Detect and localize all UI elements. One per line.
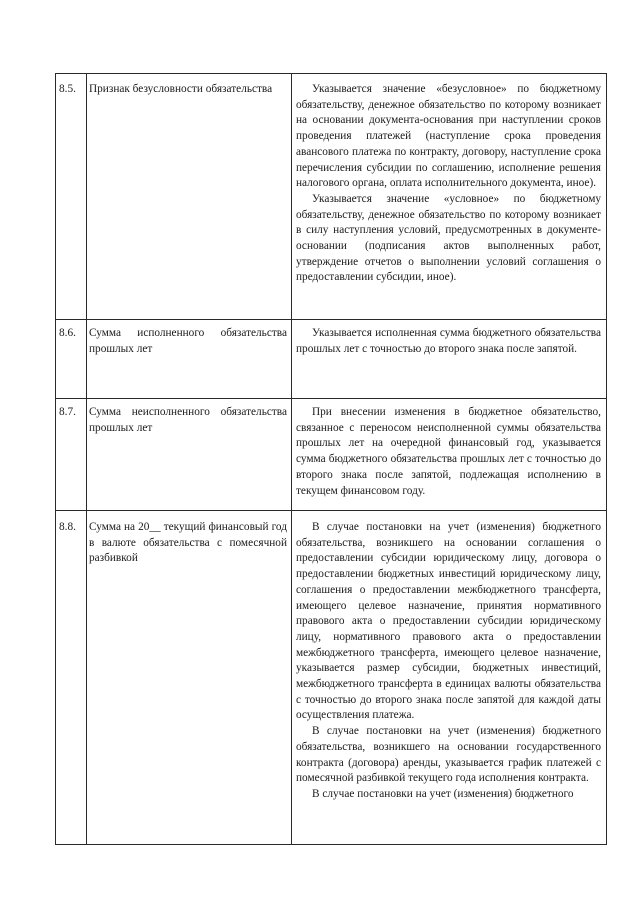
row-description bbox=[296, 326, 601, 357]
row-name: Сумма на 20__ текущий финансовый год в валюте обязательства с помесячной разбивкой bbox=[89, 521, 287, 565]
row-number: 8.5. bbox=[59, 83, 76, 95]
row-divider bbox=[56, 510, 606, 511]
description-paragraph: В случае постановки на учет (изменения) бюджетного bbox=[312, 787, 574, 800]
row-number: 8.6. bbox=[59, 327, 76, 339]
description-paragraph: Указывается значение «безусловное» по бюджетному обязательству, денежное обязательство по которому возникает на основании документа-основания при наступлении сроков проведения платежей (наступление срока проведения авансового платежа по контракту, договору, наступление срока перечисления субсидии по соглашению, исполнение решения налогового органа, оплата исполнительного документа, иное). bbox=[296, 83, 601, 190]
row-description bbox=[296, 82, 601, 286]
row-divider bbox=[56, 398, 606, 399]
row-divider bbox=[56, 319, 606, 320]
row-number: 8.7. bbox=[59, 406, 76, 418]
row-name: Сумма исполненного обязательства прошлых лет bbox=[89, 327, 287, 355]
row-description bbox=[296, 520, 601, 803]
row-name: Сумма неисполненного обязательства прошлых лет bbox=[89, 406, 287, 434]
requisites-table bbox=[55, 73, 607, 845]
description-paragraph: Указывается значение «условное» по бюджетному обязательству, денежное обязательство по которому возникает в силу наступления условий, предусмотренных в документе-основании (подписания актов выполненных работ, утверждение отчетов о выполнении условий соглашения о предоставлении субсидии, иное). bbox=[296, 192, 601, 284]
description-paragraph: При внесении изменения в бюджетное обязательство, связанное с переносом неисполненной суммы обязательства прошлых лет на очередной финансовый год, указывается сумма бюджетного обязательства прошлых лет с точностью до второго знака после запятой, подлежащая исполнению в текущем финансовом году. bbox=[296, 406, 601, 497]
description-paragraph: В случае постановки на учет (изменения) бюджетного обязательства, возникшего на основании соглашения о предоставлении субсидии юридическому лицу, договора о предоставлении бюджетных инвестиций юридическому лицу, соглашения о предоставлении межбюджетного трансферта, имеющего целевое назначение, принятия нормативного правового акта о предоставлении субсидии юридическому лицу, нормативного правового акта о предоставлении межбюджетного трансферта, имеющего целевое назначение, указывается размер субсидии, бюджетных инвестиций, межбюджетного трансферта в единицах валюты обязательства с точностью до второго знака после запятой для каждой даты осуществления платежа. bbox=[296, 521, 601, 722]
row-number: 8.8. bbox=[59, 521, 76, 533]
column-divider bbox=[291, 74, 292, 844]
description-paragraph: Указывается исполненная сумма бюджетного обязательства прошлых лет с точностью до второго знака после запятой. bbox=[296, 327, 601, 355]
row-name: Признак безусловности обязательства bbox=[89, 83, 273, 95]
description-paragraph: В случае постановки на учет (изменения) бюджетного обязательства, возникшего на основании государственного контракта (договора) аренды, указывается график платежей с помесячной разбивкой текущего года исполнения контракта. bbox=[296, 725, 601, 785]
row-description bbox=[296, 405, 601, 499]
column-divider bbox=[86, 74, 87, 844]
